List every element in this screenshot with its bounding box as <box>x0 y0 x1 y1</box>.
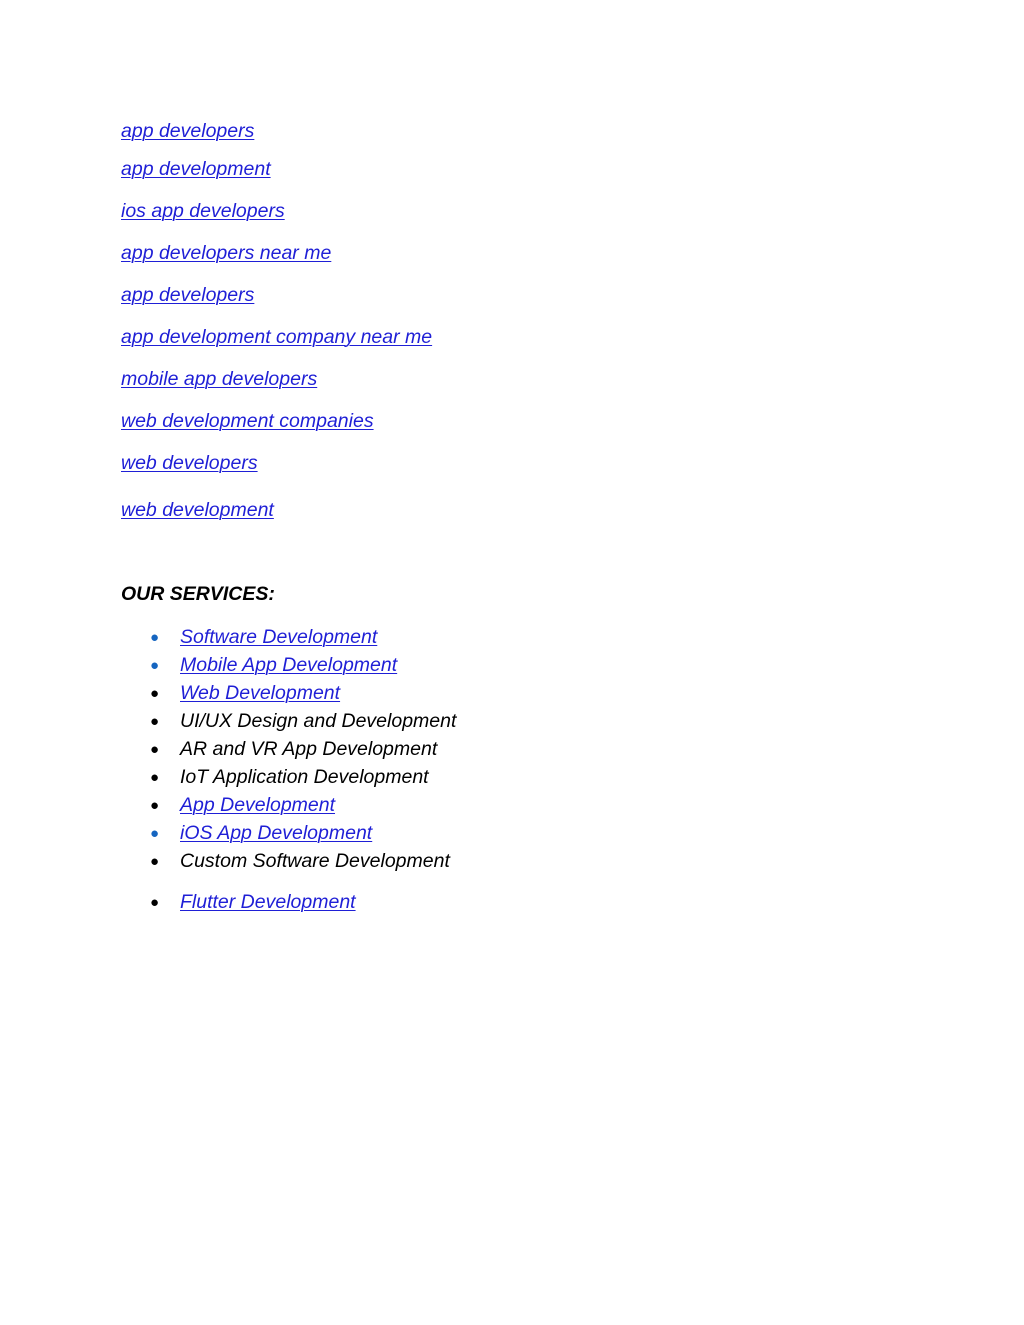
service-text: IoT Application Development <box>180 766 429 788</box>
keyword-link[interactable]: app developers <box>121 284 255 306</box>
keyword-link[interactable]: app development company near me <box>121 326 433 348</box>
bullet-icon: ● <box>150 741 160 758</box>
keyword-link[interactable]: ios app developers <box>121 200 285 222</box>
service-item-iot <box>150 766 429 789</box>
bullet-icon: ● <box>150 657 160 674</box>
list-item <box>121 452 258 475</box>
service-item-software-development <box>150 626 377 649</box>
service-text: Custom Software Development <box>180 850 450 872</box>
bullet-icon: ● <box>150 853 160 870</box>
keyword-link[interactable]: app developers near me <box>121 242 332 264</box>
service-link[interactable]: App Development <box>180 794 336 816</box>
keyword-link[interactable]: app developers <box>121 120 255 142</box>
keyword-link[interactable]: web development companies <box>121 410 374 432</box>
service-item-web-development <box>150 682 340 705</box>
service-link[interactable]: Mobile App Development <box>180 654 398 676</box>
keyword-link[interactable]: web developers <box>121 452 258 474</box>
bullet-icon: ● <box>150 713 160 730</box>
service-item-ui-ux-design <box>150 710 456 733</box>
service-link[interactable]: iOS App Development <box>180 822 373 844</box>
list-item <box>121 158 271 181</box>
list-item <box>121 410 374 433</box>
list-item <box>121 499 274 522</box>
bullet-icon: ● <box>150 797 160 814</box>
keyword-link[interactable]: app development <box>121 158 271 180</box>
service-item-app-development <box>150 794 335 817</box>
list-item <box>121 120 254 143</box>
service-item-ios-app-development <box>150 822 372 845</box>
list-item <box>121 368 317 391</box>
service-item-mobile-app-development <box>150 654 397 677</box>
service-item-flutter-development <box>150 891 356 914</box>
list-item <box>121 242 331 265</box>
bullet-icon: ● <box>150 685 160 702</box>
bullet-icon: ● <box>150 825 160 842</box>
service-item-ar-vr <box>150 738 437 761</box>
bullet-icon: ● <box>150 769 160 786</box>
bullet-icon: ● <box>150 629 160 646</box>
service-text: AR and VR App Development <box>180 738 438 760</box>
list-item <box>121 326 432 349</box>
keyword-link[interactable]: web development <box>121 499 274 521</box>
service-link[interactable]: Software Development <box>180 626 378 648</box>
service-item-custom-software <box>150 850 450 873</box>
bullet-icon: ● <box>150 894 160 911</box>
list-item <box>121 284 254 307</box>
service-text: UI/UX Design and Development <box>180 710 457 732</box>
services-heading: OUR SERVICES: <box>121 583 275 605</box>
keyword-link[interactable]: mobile app developers <box>121 368 318 390</box>
service-link[interactable]: Flutter Development <box>180 891 356 913</box>
service-link[interactable]: Web Development <box>180 682 341 704</box>
list-item <box>121 200 285 223</box>
